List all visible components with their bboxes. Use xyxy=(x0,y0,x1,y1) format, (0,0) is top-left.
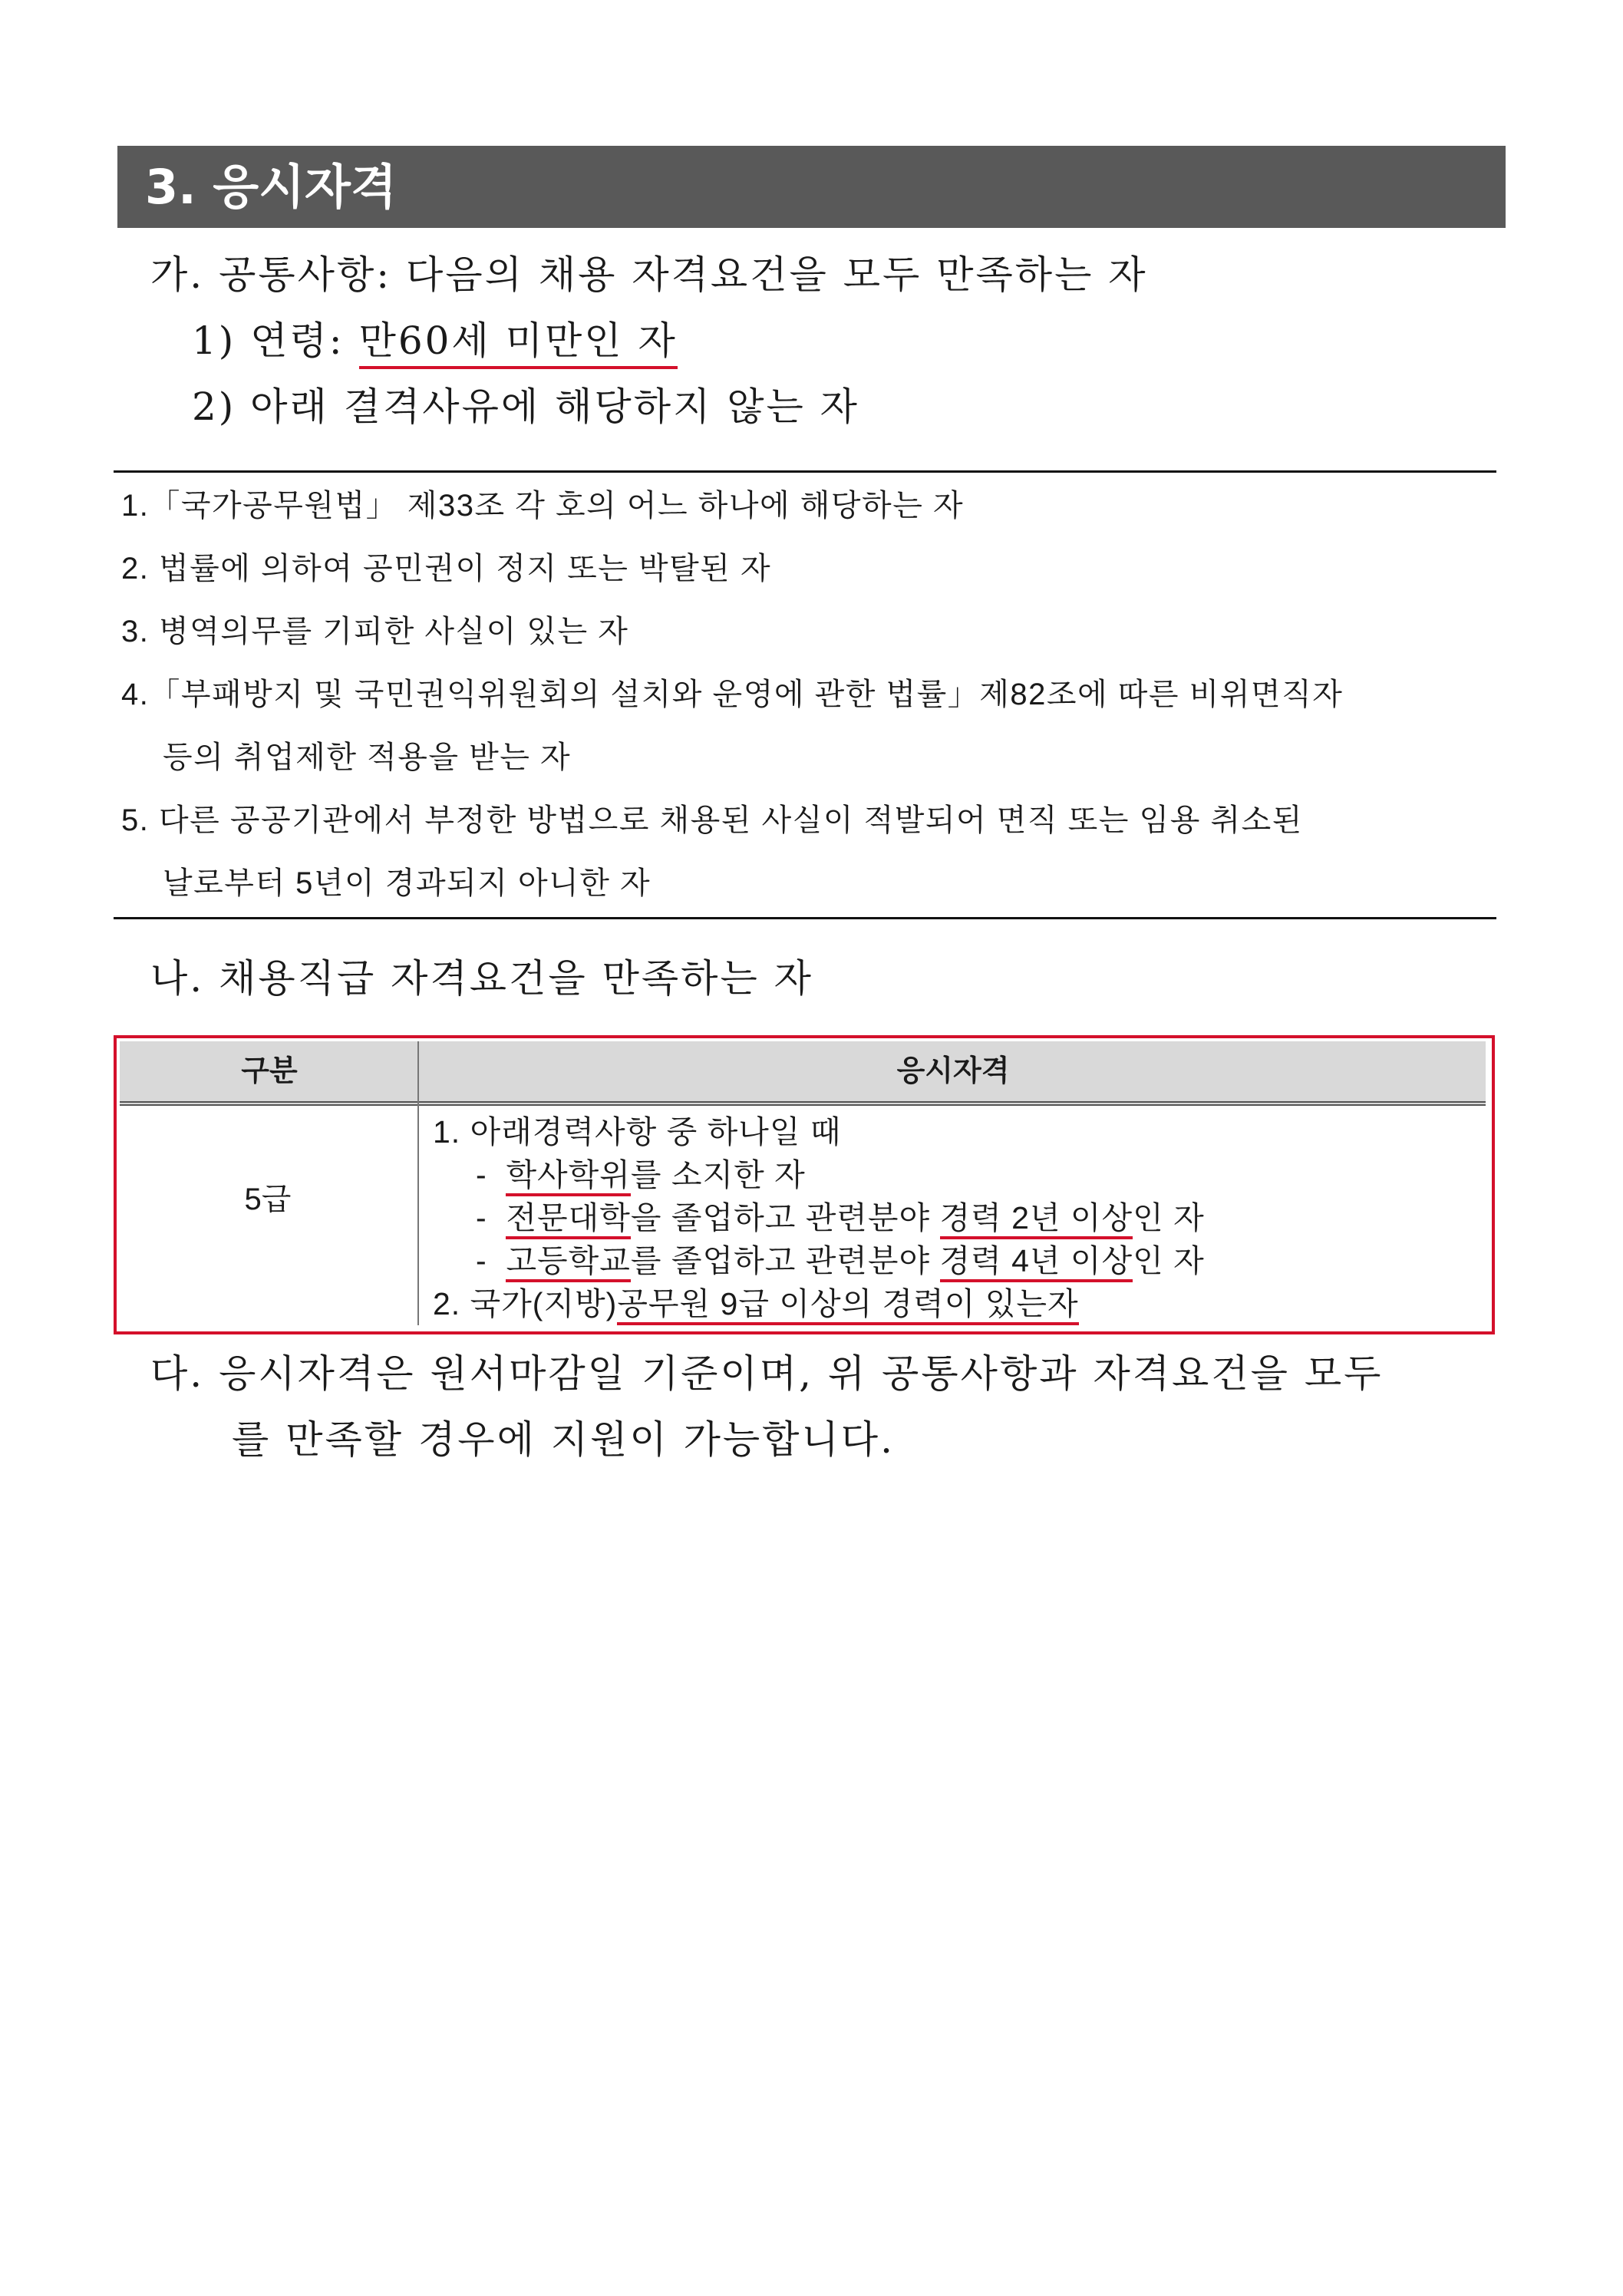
qual-item-2-prefix: 2. 국가(지방) xyxy=(433,1286,618,1321)
dash: - xyxy=(476,1157,487,1193)
disq-item-2: 2. 법률에 의하여 공민권이 정지 또는 박탈된 자 xyxy=(121,552,772,586)
column-divider xyxy=(417,1041,419,1325)
section-banner xyxy=(117,146,1506,228)
qual-sub-2-end: 인 자 xyxy=(1133,1200,1205,1235)
experience-4y-underlined: 경력 4년 이상 xyxy=(940,1243,1133,1282)
degree-underlined: 학사학위 xyxy=(506,1157,630,1196)
grade-cell: 5급 xyxy=(244,1183,292,1216)
highschool-underlined: 고등학교 xyxy=(506,1243,630,1282)
list-top-rule xyxy=(114,470,1496,473)
qual-sub-2 xyxy=(476,1196,1205,1239)
note-line-2: 를 만족할 경우에 지원이 가능합니다. xyxy=(232,1417,895,1462)
disq-item-1: 1.「국가공무원법」 제33조 각 호의 어느 하나에 해당하는 자 xyxy=(121,489,965,523)
age-requirement xyxy=(192,318,678,364)
disq-item-3: 3. 병역의무를 기피한 사실이 있는 자 xyxy=(121,615,629,648)
list-bottom-rule xyxy=(114,917,1496,919)
disqualification-requirement: 2) 아래 결격사유에 해당하지 않는 자 xyxy=(192,384,859,429)
age-value: 만60세 미만인 자 xyxy=(359,318,678,369)
civil-servant-underlined: 공무원 9급 이상의 경력이 있는 xyxy=(617,1286,1047,1325)
qual-sub-3-end: 인 자 xyxy=(1133,1243,1205,1278)
dash: - xyxy=(476,1243,487,1278)
college-underlined: 전문대학 xyxy=(506,1200,630,1239)
qual-sub-1 xyxy=(476,1153,806,1196)
dash: - xyxy=(476,1200,487,1235)
section-title: 3. 응시자격 xyxy=(145,159,397,215)
qual-item-1: 1. 아래경력사항 중 하나일 때 xyxy=(433,1114,842,1150)
header-category: 구분 xyxy=(241,1055,298,1087)
grade-heading: 나. 채용직급 자격요건을 만족하는 자 xyxy=(150,956,813,1001)
qual-sub-3 xyxy=(476,1239,1205,1282)
qual-sub-3-text: 를 졸업하고 관련분야 xyxy=(630,1243,940,1278)
disq-item-5-cont: 날로부터 5년이 경과되지 아니한 자 xyxy=(163,866,652,900)
common-heading: 가. 공통사항: 다음의 채용 자격요건을 모두 만족하는 자 xyxy=(150,252,1148,297)
table-header xyxy=(120,1041,1486,1106)
age-prefix: 1) 연령: xyxy=(192,318,359,363)
disq-item-4: 4.「부패방지 및 국민권익위원회의 설치와 운영에 관한 법률」제82조에 따른 비위면직자 xyxy=(121,678,1344,711)
disq-item-5: 5. 다른 공공기관에서 부정한 방법으로 채용된 사실이 적발되어 면직 또는 임용 취소된 xyxy=(121,803,1303,837)
header-qualification: 응시자격 xyxy=(896,1055,1010,1087)
qual-item-2 xyxy=(433,1282,1079,1325)
qual-sub-2-text: 을 졸업하고 관련분야 xyxy=(630,1200,940,1235)
note-line-1: 다. 응시자격은 원서마감일 기준이며, 위 공통사항과 자격요건을 모두 xyxy=(150,1351,1384,1396)
qual-sub-1-text: 를 소지한 자 xyxy=(630,1157,806,1193)
experience-2y-underlined: 경력 2년 이상 xyxy=(940,1200,1133,1239)
qual-item-2-end: 자 xyxy=(1047,1286,1079,1325)
qualification-table xyxy=(114,1035,1495,1334)
disq-item-4-cont: 등의 취업제한 적용을 받는 자 xyxy=(163,741,572,774)
